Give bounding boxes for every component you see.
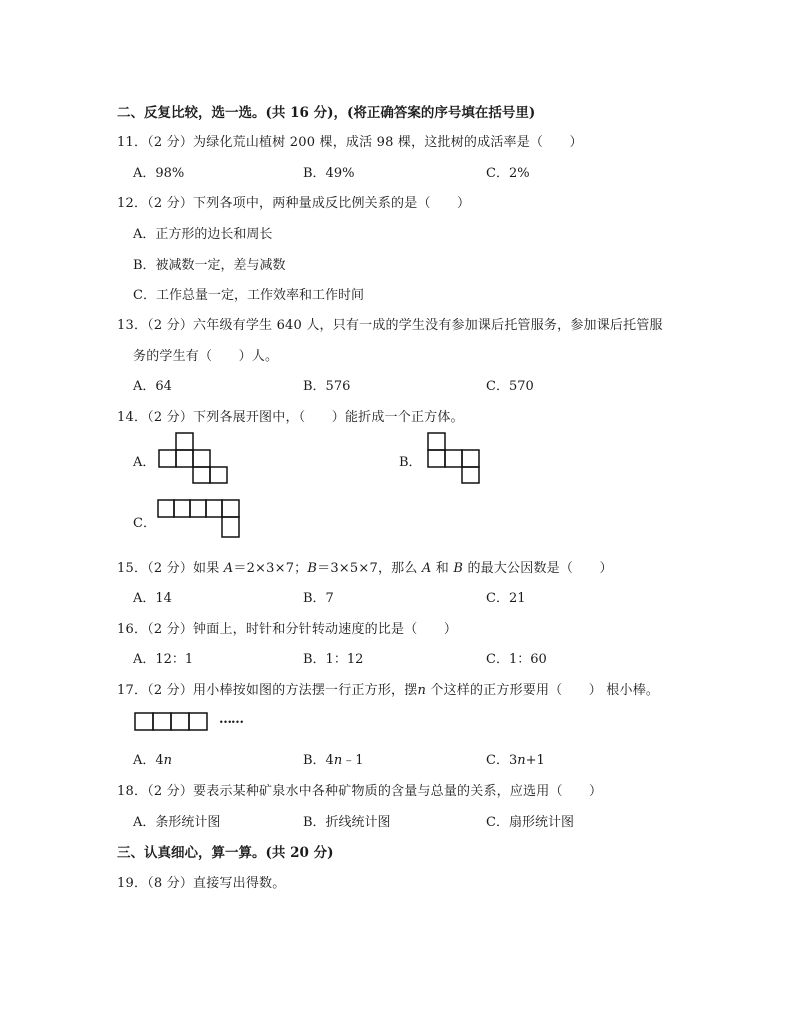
question-14-option-b: B．	[399, 455, 422, 470]
question-17-option-b	[303, 749, 363, 768]
q15-text-post: 的最大公因数是（ ）	[463, 561, 613, 576]
question-14-option-c: C．	[133, 516, 156, 531]
q15-expr-b: ＝3×5×7，那么	[317, 561, 422, 576]
question-13-option-a: A．64	[133, 379, 172, 394]
q17-a-var: n	[163, 753, 173, 768]
question-13-option-c: C．570	[486, 379, 534, 394]
question-19-stem: 19．（8 分）直接写出得数。	[117, 876, 286, 891]
question-14-stem: 14．（2 分）下列各展开图中，（ ）能折成一个正方体。	[117, 410, 464, 425]
q15-and: 和	[431, 561, 454, 576]
question-18-option-a: A．条形统计图	[133, 815, 221, 830]
question-12-option-b: B．被减数一定，差与减数	[133, 258, 286, 273]
question-13-option-b: B．576	[303, 379, 351, 394]
question-18-stem: 18．（2 分）要表示某种矿泉水中各种矿物质的含量与总量的关系，应选用（ ）	[117, 784, 603, 799]
q15-var-b: B	[307, 561, 318, 576]
q17-text-pre: 17．（2 分）用小棒按如图的方法摆一行正方形，摆	[117, 683, 418, 698]
question-11-option-b: B．49%	[303, 166, 355, 181]
question-12-option-c: C．工作总量一定，工作效率和工作时间	[133, 288, 364, 303]
question-15-option-b: B．7	[303, 591, 334, 606]
question-18-option-b: B．折线统计图	[303, 815, 391, 830]
section-2-heading: 二、反复比较，选一选。(共 16 分)，(将正确答案的序号填在括号里)	[117, 105, 536, 121]
question-15-stem	[117, 557, 613, 576]
q15-expr-a: ＝2×3×7；	[233, 561, 308, 576]
question-11-stem: 11．（2 分）为绿化荒山植树 200 棵，成活 98 棵，这批树的成活率是（ ）	[117, 135, 583, 150]
q17-text-post: 个这样的正方形要用（ ） 根小棒。	[426, 683, 660, 698]
question-16-stem: 16．（2 分）钟面上，时针和分针转动速度的比是（ ）	[117, 622, 458, 637]
question-17-option-a	[133, 749, 172, 768]
section-3-heading: 三、认真细心，算一算。(共 20 分)	[117, 845, 334, 861]
question-12-stem: 12．（2 分）下列各项中，两种量成反比例关系的是（ ）	[117, 196, 471, 211]
q17-c-var: n	[517, 753, 526, 768]
question-13-stem-line-1: 13．（2 分）六年级有学生 640 人，只有一成的学生没有参加课后托管服务，参加课后托管服	[117, 318, 663, 333]
question-18-option-c: C．扇形统计图	[486, 815, 574, 830]
q17-c-post: +1	[525, 753, 545, 768]
q15-var-a: A	[223, 561, 234, 576]
question-16-option-c: C．1：60	[486, 652, 547, 667]
question-11-option-c: C．2%	[486, 166, 530, 181]
q17-a-text: A．4	[133, 753, 164, 768]
cube-net-c-figure	[157, 498, 243, 540]
matchstick-squares-figure	[134, 712, 210, 732]
question-12-option-a: A．正方形的边长和周长	[133, 227, 273, 242]
cube-net-b-figure	[427, 432, 483, 484]
q17-var-n: n	[417, 683, 427, 698]
question-15-option-a: A．14	[133, 591, 172, 606]
question-17-option-c	[486, 749, 545, 768]
q15-var-b-2: B	[453, 561, 464, 576]
cube-net-a-figure	[159, 432, 231, 484]
q15-text-pre: 15．（2 分）如果	[117, 561, 224, 576]
q17-b-text: B．4	[303, 753, 334, 768]
matchstick-ellipsis: ……	[219, 712, 243, 727]
question-17-stem	[117, 679, 659, 698]
question-16-option-a: A．12：1	[133, 652, 194, 667]
q15-var-a-2: A	[421, 561, 432, 576]
question-16-option-b: B．1：12	[303, 652, 364, 667]
question-13-stem-line-2: 务的学生有（ ）人。	[133, 349, 279, 364]
q17-b-var: n	[333, 753, 343, 768]
question-11-option-a: A．98%	[133, 166, 185, 181]
question-14-option-a: A．	[133, 455, 156, 470]
q17-c-text: C．3	[486, 753, 518, 768]
q17-b-post: ﹣1	[342, 753, 364, 768]
question-15-option-c: C．21	[486, 591, 526, 606]
